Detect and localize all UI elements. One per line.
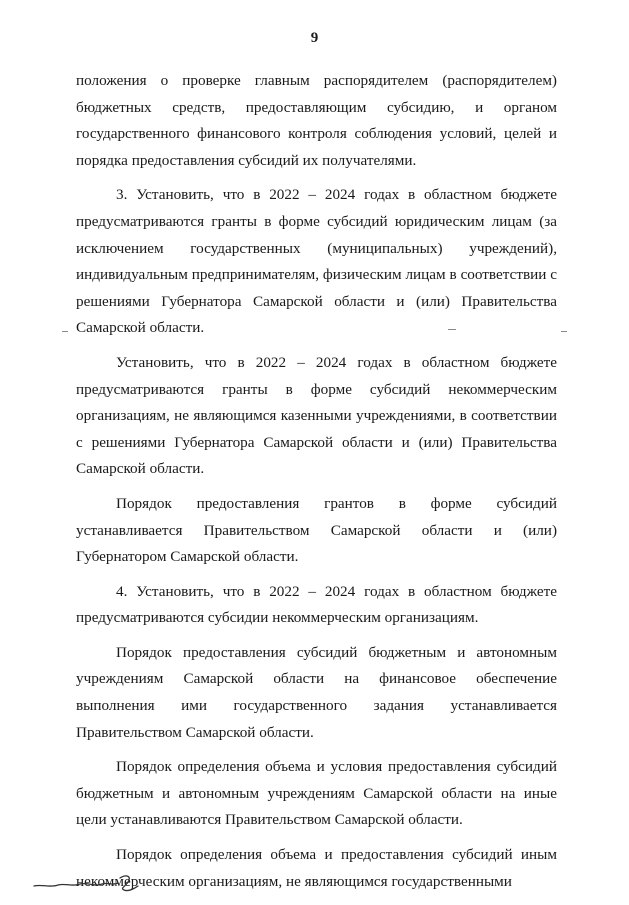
- scan-artifact-mid: [448, 329, 456, 330]
- paragraph-grants-nko: Установить, что в 2022 – 2024 годах в областном бюджете предусматриваются гранты в форме субсидий некоммерческим организациям, не являющимся казенными учреждениями, в соответствии с решениями Губернатора Самарской области и (или) Правительства Самарской области.: [76, 353, 557, 478]
- paragraph-item-4: 4. Установить, что в 2022 – 2024 годах в областном бюджете предусматриваются субсидии некоммерческим организациям.: [76, 582, 557, 627]
- scan-artifact-right: [561, 331, 567, 332]
- paragraph-continuation: положения о проверке главным распорядителем (распорядителем) бюджетных средств, предоставляющим субсидию, и органом государственного финансового контроля соблюдения условий, целей и порядка предоставления субсидий их получателями.: [76, 72, 557, 169]
- paragraph-state-task: Порядок предоставления субсидий бюджетным и автономным учреждениям Самарской области на финансовое обеспечение выполнения ими государственного задания устанавливается Правительством Самарской области.: [76, 643, 557, 741]
- paragraph-grants-procedure: Порядок предоставления грантов в форме субсидий устанавливается Правительством Самарской области и (или) Губернатором Самарской области.: [76, 494, 557, 566]
- scan-artifact-left: [62, 331, 68, 332]
- page-number: 9: [310, 30, 319, 46]
- paragraph-item-3: 3. Установить, что в 2022 – 2024 годах в областном бюджете предусматриваются гранты в форме субсидий юридическим лицам (за исключением государственных (муниципальных) учреждений), индивидуальным предпринимателям, физическим лицам в соответствии с решениями Губернатора Самарской области и (или) Правительства Самарской области.: [76, 186, 557, 337]
- handwritten-mark: [32, 872, 142, 894]
- paragraph-other-nko: Порядок определения объема и предоставления субсидий иным некоммерческим организациям, не являющимся государственными: [76, 846, 557, 890]
- document-body: [76, 68, 557, 903]
- paragraph-other-purposes: Порядок определения объема и условия предоставления субсидий бюджетным и автономным учреждениям Самарской области на иные цели устанавливаются Правительством Самарской области.: [76, 758, 557, 829]
